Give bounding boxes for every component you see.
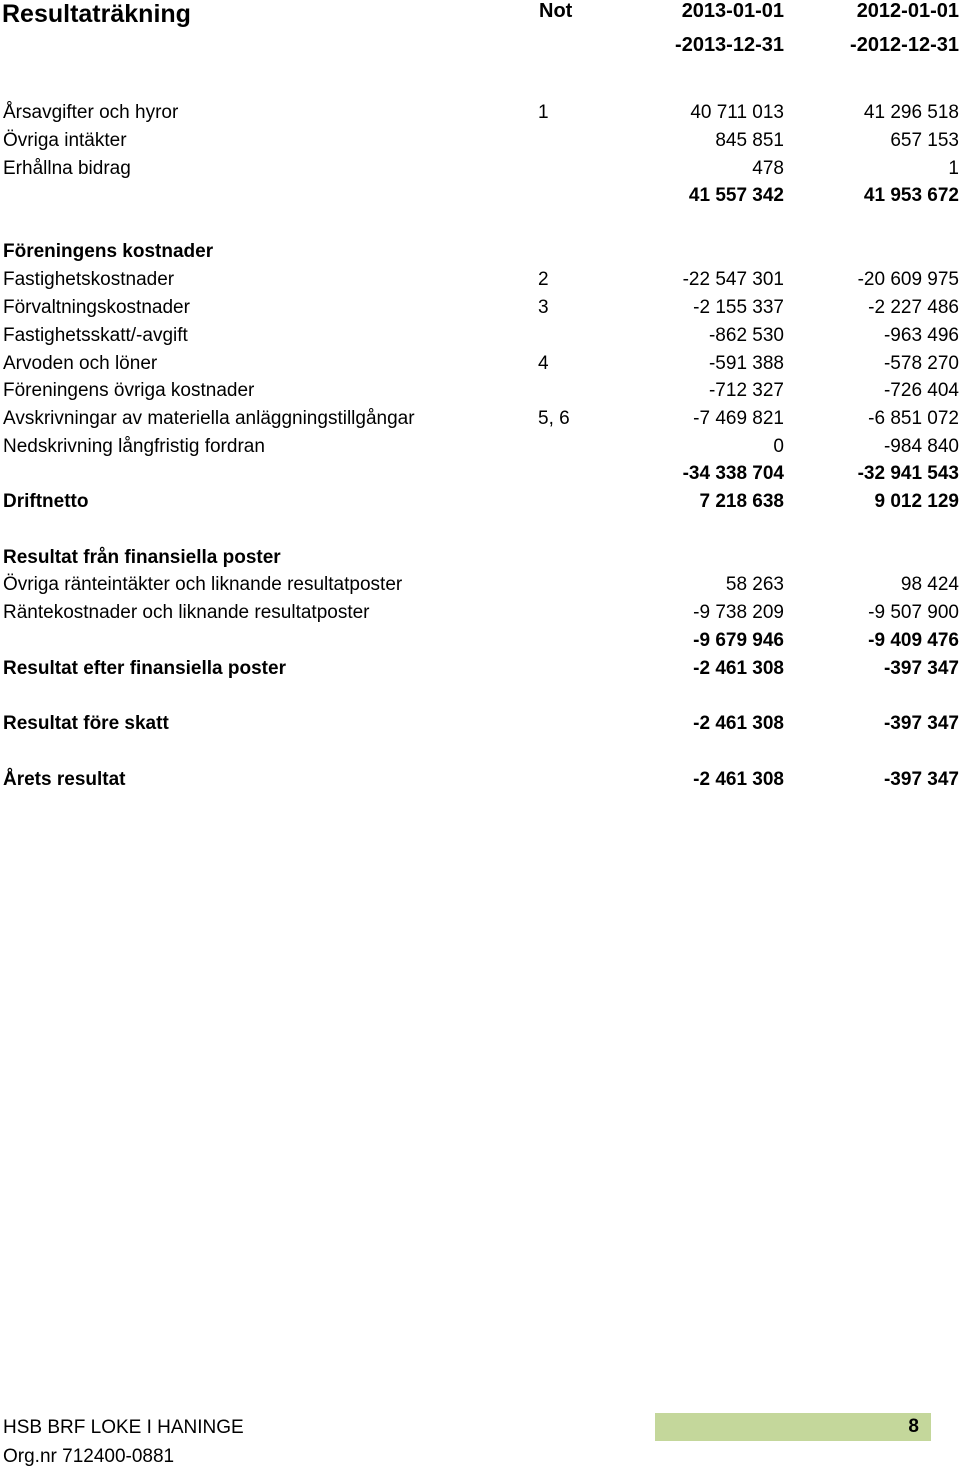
row-label: Årsavgifter och hyror [3,102,179,123]
row-value-2012: -9 409 476 [868,630,959,651]
row-value-2012: 657 153 [890,130,959,151]
row-value-2013: 58 263 [725,574,784,595]
table-row [0,405,960,432]
row-label: Avskrivningar av materiella anläggningstillgångar [3,408,415,429]
row-value-2012: -6 851 072 [868,408,959,429]
row-value-2012: -2 227 486 [868,297,959,318]
row-value-2013: -2 461 308 [693,713,784,734]
row-value-2012: 98 424 [900,574,959,595]
table-row [0,350,960,377]
row-value-2013: -2 155 337 [693,297,784,318]
table-row [0,155,960,182]
row-value-2012: -20 609 975 [857,269,959,290]
row-value-2012: 9 012 129 [874,491,959,512]
row-value-2013: 0 [773,436,784,457]
footer-org-number: Org.nr 712400-0881 [3,1446,175,1467]
row-label: Resultat före skatt [3,713,169,734]
row-value-2013: -34 338 704 [682,463,784,484]
page-number-box [655,1413,931,1441]
row-value-2012: -397 347 [883,658,959,679]
row-value-2012: -397 347 [883,713,959,734]
row-value-2013: 40 711 013 [690,102,784,123]
row-value-2013: 478 [752,158,784,179]
row-label: Resultat från finansiella poster [3,547,281,568]
table-row [0,599,960,626]
row-value-2012: -963 496 [883,325,959,346]
row-value-2012: -397 347 [883,769,959,790]
row-value-2012: 41 296 518 [863,102,959,123]
table-row [0,488,960,515]
row-label: Fastighetskostnader [3,269,175,290]
table-row [0,571,960,598]
row-label: Fastighetsskatt/-avgift [3,325,188,346]
row-label: Föreningens övriga kostnader [3,380,255,401]
row-value-2013: 41 557 342 [688,185,784,206]
row-label: Övriga intäkter [3,130,127,151]
row-value-2012: -984 840 [883,436,959,457]
row-label: Årets resultat [3,769,126,790]
row-label: Erhållna bidrag [3,158,131,179]
footer-company-name: HSB BRF LOKE I HANINGE [3,1417,244,1438]
table-row [0,627,960,654]
table-row [0,294,960,321]
row-value-2013: -862 530 [708,325,784,346]
table-row [0,710,960,737]
table-row [0,766,960,793]
table-row [0,433,960,460]
row-value-2012: 1 [948,158,959,179]
header-period-2013-start: 2013-01-01 [681,0,784,22]
row-label: Övriga ränteintäkter och liknande resultatposter [3,574,403,595]
header-period-2013-end: -2013-12-31 [675,34,784,56]
table-row [0,238,960,265]
table-row [0,182,960,209]
row-value-2013: -2 461 308 [693,658,784,679]
row-value-2013: -2 461 308 [693,769,784,790]
row-value-2013: -22 547 301 [682,269,784,290]
row-value-2013: -7 469 821 [693,408,784,429]
row-value-2013: -591 388 [708,353,784,374]
header-period-2012-end: -2012-12-31 [850,34,959,56]
page-number: 8 [908,1416,919,1437]
table-row [0,127,960,154]
row-label: Arvoden och löner [3,353,158,374]
table-row [0,377,960,404]
row-value-2013: 845 851 [715,130,784,151]
row-value-2013: -9 679 946 [693,630,784,651]
row-value-2012: 41 953 672 [863,185,959,206]
row-label: Nedskrivning långfristig fordran [3,436,265,457]
row-value-2012: -726 404 [883,380,959,401]
table-row [0,544,960,571]
row-label: Räntekostnader och liknande resultatposter [3,602,370,623]
row-label: Driftnetto [3,491,89,512]
page-title: Resultaträkning [2,0,191,28]
table-row [0,99,960,126]
row-label: Förvaltningskostnader [3,297,190,318]
row-note: 3 [538,297,549,318]
table-row [0,266,960,293]
row-value-2012: -578 270 [883,353,959,374]
table-row [0,322,960,349]
row-note: 2 [538,269,549,290]
row-note: 1 [538,102,549,123]
row-value-2013: -712 327 [708,380,784,401]
header-period-2012-start: 2012-01-01 [856,0,959,22]
row-value-2013: -9 738 209 [693,602,784,623]
table-row [0,460,960,487]
row-note: 4 [538,353,549,374]
row-value-2013: 7 218 638 [699,491,784,512]
header-not: Not [539,0,573,22]
row-value-2012: -9 507 900 [868,602,959,623]
row-label: Resultat efter finansiella poster [3,658,286,679]
row-label: Föreningens kostnader [3,241,214,262]
row-note: 5, 6 [538,408,570,429]
table-row [0,655,960,682]
row-value-2012: -32 941 543 [857,463,959,484]
